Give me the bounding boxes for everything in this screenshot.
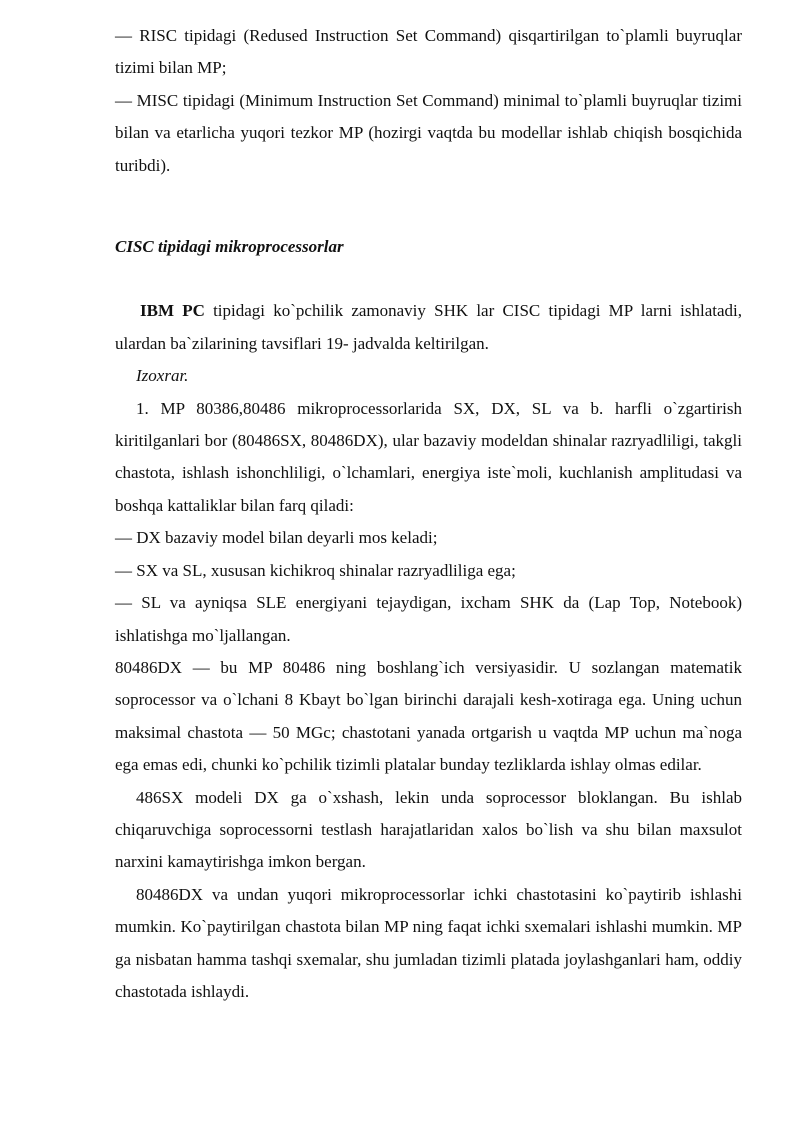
- ibm-pc-term: IBM PC: [140, 301, 205, 321]
- ibm-pc-text: tipidagi ko`pchilik zamonaviy SHK lar CISC tipidagi MP larni ishlatadi, ulardan ba`zilarining tavsiflari 19- jadvalda keltirilgan.: [115, 301, 742, 353]
- paragraph-80486dx: 80486DX — bu MP 80486 ning boshlang`ich versiyasidir. U sozlangan matematik soprocessor va o`lchani 8 Kbayt bo`lgan birinchi darajali kesh-xotiraga ega. Uning uchun maksimal chastota — 50 MGc; chastotani yanada ortgarish u vaqtda MP uchun ma`noga ega emas edi, chunki ko`pchilik tizimli platalar bunday tezliklarda ishlay olmas edilar.: [115, 657, 742, 775]
- list-item-dx: — DX bazaviy model bilan deyarli mos keladi;: [115, 528, 438, 548]
- note-label: Izoxrar.: [136, 366, 189, 386]
- paragraph-risc: — RISC tipidagi (Redused Instruction Set Command) qisqartirilgan to`plamli buyruqlar tizimi bilan MP;: [115, 26, 742, 78]
- paragraph-misc: — MISC tipidagi (Minimum Instruction Set Command) minimal to`plamli buyruqlar tizimi bilan va etarlicha yuqori tezkor MP (hozirgi vaqtda bu modellar ishlab chiqish bosqichida turibdi).: [115, 90, 742, 175]
- paragraph-486sx: 486SX modeli DX ga o`xshash, lekin unda soprocessor bloklangan. Bu ishlab chiqaruvchiga soprocessorni testlash harajatlaridan xalos bo`lish va shu bilan maxsulot narxini kamaytirishga imkon bergan.: [115, 787, 742, 872]
- section-heading: CISC tipidagi mikroprocessorlar: [115, 237, 344, 257]
- paragraph-ibm-pc: [115, 295, 742, 360]
- list-item-sx: — SX va SL, xususan kichikroq shinalar razryadliliga ega;: [115, 560, 516, 580]
- list-item-sl: — SL va ayniqsa SLE energiyani tejaydigan, ixcham SHK da (Lap Top, Notebook) ishlatishga mo`ljallangan.: [115, 593, 742, 645]
- paragraph-note-1: 1. MP 80386,80486 mikroprocessorlarida SX, DX, SL va b. harfli o`zgartirish kiritilganlari bor (80486SX, 80486DX), ular bazaviy modeldan shinalar razryadliligi, takgli chastota, ishlash ishonchliligi, o`lchamlari, energiya iste`moli, kuchlanish amplitudasi va boshqa kattaliklar bilan farq qiladi:: [115, 398, 742, 515]
- paragraph-internal-frequency: 80486DX va undan yuqori mikroprocessorlar ichki chastotasini ko`paytirib ishlashi mumkin. Ko`paytirilgan chastota bilan MP ning faqat ichki sxemalari ishlashi mumkin. MP ga nisbatan hamma tashqi sxemalar, shu jumladan tizimli platada joylashganlari ham, oddiy chastotada ishlaydi.: [115, 884, 742, 1001]
- document-page: [115, 20, 742, 1008]
